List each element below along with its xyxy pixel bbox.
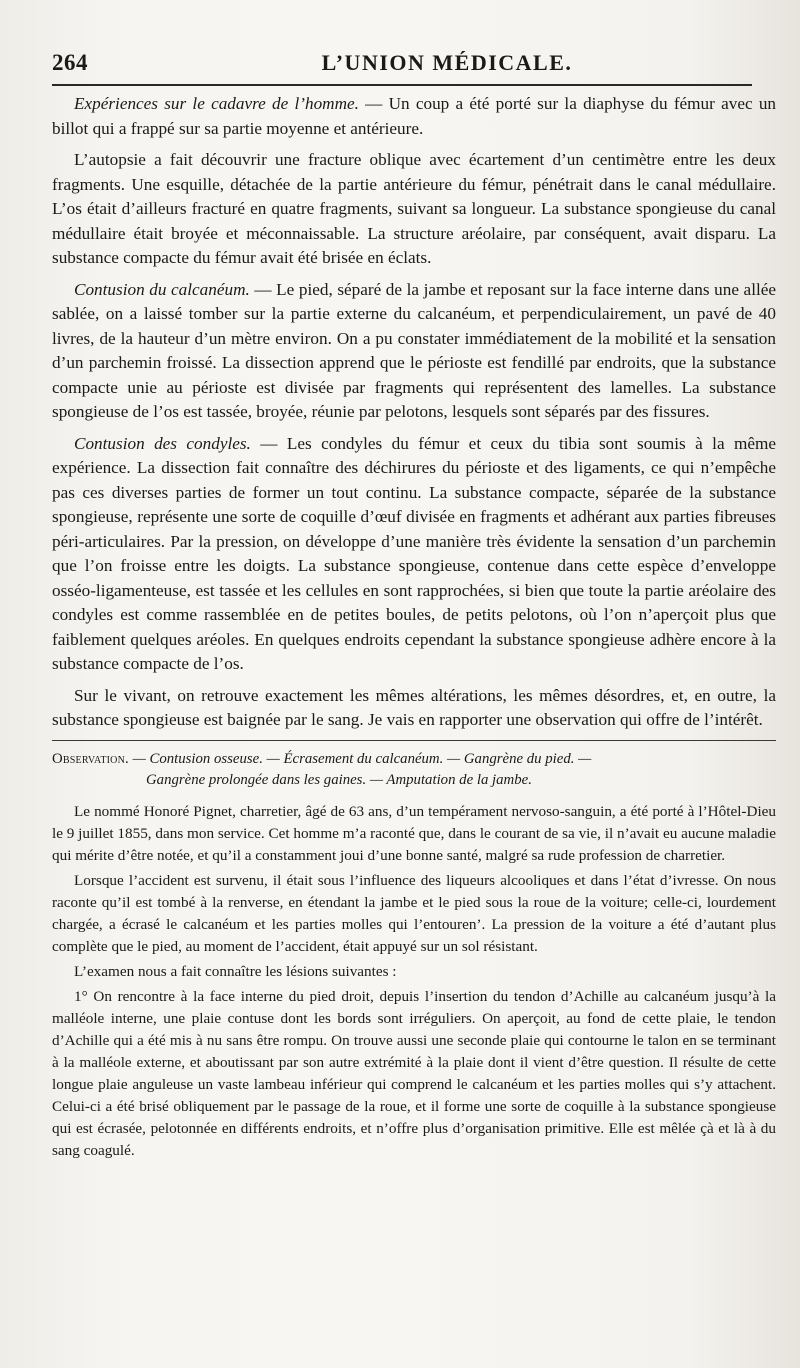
header-rule: [52, 84, 752, 86]
paragraph-autopsie: L’autopsie a fait découvrir une fracture oblique avec écartement d’un centimètre entre les deux fragments. Une esquille, détachée de la partie antérieure du fémur, pénétrait dans le canal médullaire. L’os était d’ailleurs fracturé en quatre fragments, suivant sa longueur. La substance spongieuse du canal médullaire était broyée et méconnaissable. La structure aréolaire, par conséquent, avait disparu. La substance compacte du fémur avait été brisée en éclats.: [52, 150, 776, 267]
observation-paragraph: L’examen nous a fait connaître les lésions suivantes :: [74, 962, 397, 980]
paragraph-text-calcaneum: — Le pied, séparé de la jambe et reposant sur la face interne dans une allée sablée, on a laissé tomber sur la partie externe du calcanéum, et perpendiculairement, un pavé de 40 livres, de la hauteur d’un mètre environ. On a pu constater immédiatement de la mobilité et la sensation d’un parchemin froissé. La dissection apprend que le périoste est fendillé par endroits, que la substance compacte unie au périoste est divisée par fragments qui représentent des lamelles. La substance spongieuse de l’os est tassée, broyée, réunie par pelotons, lesquels sont séparés par des fissures.: [52, 279, 776, 421]
page-header: [52, 48, 752, 90]
journal-title: L’UNION MÉDICALE.: [321, 50, 573, 75]
observation-paragraph: Le nommé Honoré Pignet, charretier, âgé de 63 ans, d’un tempérament nervoso-sanguin, a été porté à l’Hôtel-Dieu le 9 juillet 1855, dans mon service. Cet homme m’a raconté que, dans le courant de sa vie, il n’avait eu aucune maladie qui mérite d’être notée, et qu’il a constamment joui d’une bonne santé, malgré sa rude profession de charretier.: [52, 802, 776, 864]
paragraph-condyles: [52, 432, 776, 677]
paragraph-lead-experiences: Expériences sur le cadavre de l’homme.: [74, 94, 359, 113]
observation-paragraph: 1° On rencontre à la face interne du pied droit, depuis l’insertion du tendon d’Achille au calcanéum jusqu’à la malléole interne, une plaie contuse dont les bords sont irréguliers. On aperçoit, au fond de cette plaie, le tendon d’Achille qui a été mis à nu sans être rompu. On trouve aussi une seconde plaie qui contourne le talon en se terminant à la malléole externe, et aboutissant par son autre extrémité à la plaie dont il vient d’être question. Il résulte de cette longue plaie anguleuse un vaste lambeau inférieur qui comprend le calcanéum et les parties molles qui s’y attachent. Celui-ci a été brisé obliquement par le passage de la roue, et il forme une sorte de coquille à la substance spongieuse qui est écrasée, pelotonnée en différents endroits, et n’offre plus d’organisation primitive. Elle est mêlée çà et là à du sang coagulé.: [52, 987, 776, 1159]
experiments-section: [52, 92, 776, 733]
page-number: 264: [52, 50, 88, 75]
section-divider: [52, 740, 776, 741]
observation-label: Observation.: [52, 750, 129, 767]
paragraph-text-condyles: — Les condyles du fémur et ceux du tibia sont soumis à la même expérience. La dissection fait connaître des déchirures du périoste et des ligaments, ce qui n’empêche pas ces diverses parties de former un tout continu. La substance compacte, séparée de la substance spongieuse, représente une sorte de coquille d’œuf divisée en fragments et adhérant aux parties fibreuses péri-articulaires. Par la pression, on développe d’une manière très évidente la sensation d’un parchemin que l’on froisse entre les doigts. La substance spongieuse, contenue dans cette espèce d’enveloppe osséo-ligamenteuse, est tassée et les cellules en sont rapprochées, si bien que toute la partie aréolaire des condyles est comme rassemblée en de petites boules, de petits pelotons, où l’on n’aperçoit plus que faiblement quelques aréoles. En quelques endroits cependant la substance spongieuse adhère encore à la substance compacte de l’os.: [52, 433, 776, 673]
observation-title: [52, 749, 776, 791]
paragraph-text-experiences: — Un coup a été porté sur la diaphyse du fémur avec un billot qui a frappé sur sa partie moyenne et antérieure.: [52, 94, 776, 138]
paragraph-lead-calcaneum: Contusion du calcanéum.: [74, 279, 250, 299]
paragraph-experiences: [52, 92, 776, 141]
observation-title-line1: — Contusion osseuse. — Écrasement du calcanéum. — Gangrène du pied. —: [128, 750, 592, 767]
paragraph-calcaneum: [52, 278, 776, 425]
paragraph-lead-condyles: Contusion des condyles.: [74, 433, 251, 453]
observation-paragraph: Lorsque l’accident est survenu, il était sous l’influence des liqueurs alcooliques et dans l’état d’ivresse. On nous raconte qu’il est tombé à la renverse, en étendant la jambe et le pied sous la roue de la voiture; celle-ci, lourdement chargée, a écrasé le calcanéum et les parties molles qui l’entouren’. La pression de la voiture a été d’autant plus complète que le pied, au moment de l’accident, était appuyé sur un sol résistant.: [52, 871, 776, 955]
observation-title-line2: Gangrène prolongée dans les gaines. — Amputation de la jambe.: [146, 771, 532, 788]
observation-section: [52, 749, 776, 1162]
article-body: [52, 92, 776, 1352]
paragraph-vivant: Sur le vivant, on retrouve exactement les mêmes altérations, les mêmes désordres, et, en outre, la substance spongieuse est baignée par le sang. Je vais en rapporter une observation qui offre de l’intérêt.: [52, 685, 776, 729]
